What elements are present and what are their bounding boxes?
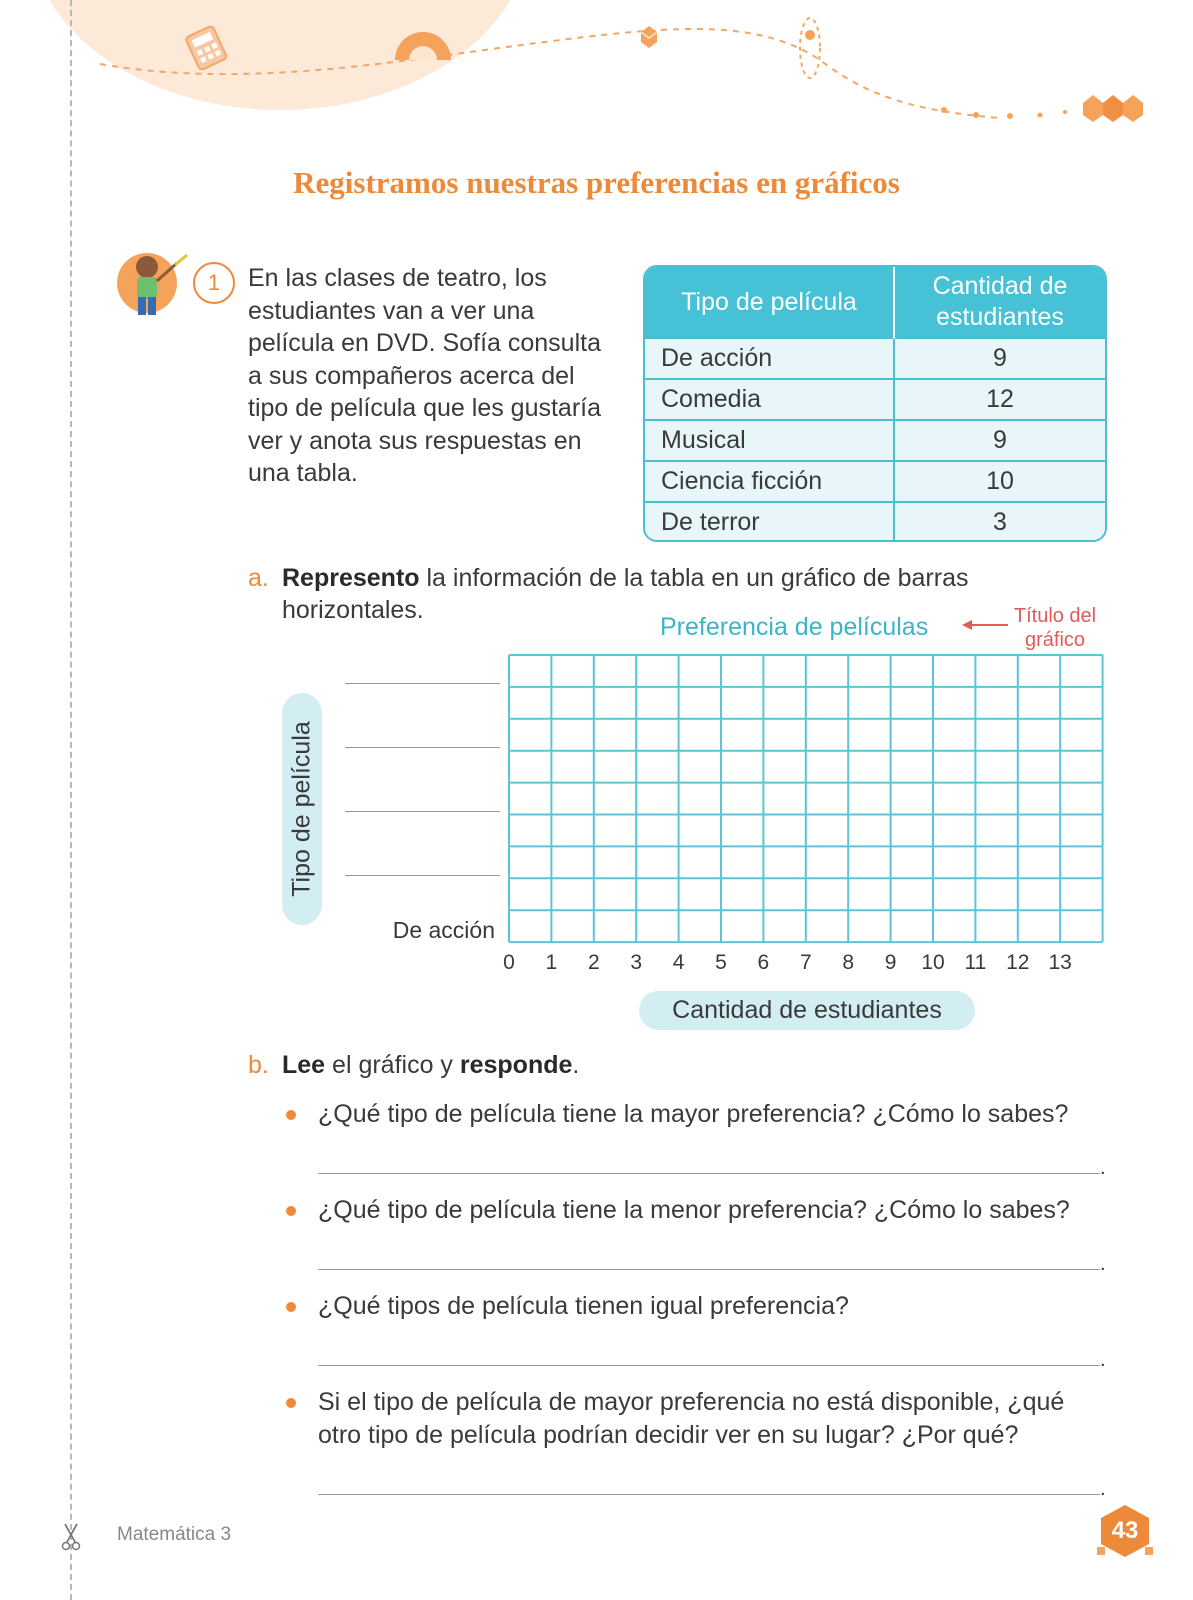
header-student-count: Cantidad de estudiantes bbox=[894, 267, 1105, 338]
line-end-dot: . bbox=[1100, 1349, 1106, 1371]
cubes-icon bbox=[1083, 95, 1143, 122]
line-end-dot: . bbox=[1100, 1157, 1106, 1179]
category-blank[interactable] bbox=[345, 683, 500, 684]
cell-type: Comedia bbox=[645, 379, 894, 420]
answer-line-2[interactable] bbox=[318, 1269, 1100, 1270]
bullet bbox=[286, 1398, 296, 1408]
cube-icon bbox=[641, 26, 657, 48]
header-movie-type: Tipo de película bbox=[645, 267, 894, 338]
x-tick-label: 8 bbox=[842, 951, 855, 974]
x-tick-label: 4 bbox=[672, 951, 685, 974]
book-title: Matemática 3 bbox=[117, 1524, 232, 1545]
scissors-icon bbox=[60, 1522, 82, 1552]
x-tick-label: 9 bbox=[884, 951, 897, 974]
cell-type: Musical bbox=[645, 420, 894, 461]
part-a-text: la información de la tabla en un gráfico de barras horizontales. bbox=[282, 564, 969, 624]
x-tick-label: 7 bbox=[799, 951, 812, 974]
table-row bbox=[645, 461, 1105, 502]
x-tick-label: 2 bbox=[587, 951, 600, 974]
line-end-dot: . bbox=[1100, 1478, 1106, 1500]
cell-count: 9 bbox=[894, 338, 1105, 379]
category-blank[interactable] bbox=[345, 747, 500, 748]
bar-chart-grid[interactable] bbox=[508, 654, 1108, 946]
part-b-mid: el gráfico y bbox=[325, 1051, 460, 1079]
table-header-row bbox=[645, 267, 1105, 338]
question-3: ¿Qué tipos de película tienen igual preferencia? bbox=[318, 1292, 849, 1320]
answer-line-1[interactable] bbox=[318, 1173, 1100, 1174]
x-axis-label: Cantidad de estudiantes bbox=[639, 991, 975, 1030]
category-blank[interactable] bbox=[345, 875, 500, 876]
question-1: ¿Qué tipo de película tiene la mayor preferencia? ¿Cómo lo sabes? bbox=[318, 1100, 1069, 1128]
cell-count: 10 bbox=[894, 461, 1105, 502]
part-a-letter: a. bbox=[248, 564, 269, 592]
x-tick-label: 5 bbox=[715, 951, 727, 974]
part-b-verb-read: Lee bbox=[282, 1051, 326, 1079]
bullet bbox=[286, 1110, 296, 1120]
x-tick-label: 11 bbox=[964, 951, 987, 974]
table-row bbox=[645, 420, 1105, 461]
cell-count: 3 bbox=[894, 502, 1105, 542]
arrow-left-icon bbox=[962, 618, 1008, 632]
answer-line-4[interactable] bbox=[318, 1494, 1100, 1495]
header-ornaments bbox=[0, 0, 1193, 140]
page-title: Registramos nuestras preferencias en gráficos bbox=[293, 165, 900, 200]
part-a-verb: Represento bbox=[282, 564, 420, 592]
cut-line bbox=[70, 0, 72, 1600]
x-tick-label: 3 bbox=[630, 951, 643, 974]
activity-number: 1 bbox=[193, 262, 235, 304]
part-b bbox=[248, 1049, 580, 1085]
part-b-end: . bbox=[572, 1051, 580, 1079]
cell-type: De acción bbox=[645, 338, 894, 379]
protractor-icon bbox=[395, 32, 451, 60]
question-2: ¿Qué tipo de película tiene la menor preferencia? ¿Cómo lo sabes? bbox=[318, 1196, 1070, 1224]
cell-count: 9 bbox=[894, 420, 1105, 461]
bullet bbox=[286, 1206, 296, 1216]
page-number: 43 bbox=[1111, 1517, 1139, 1544]
answer-line-3[interactable] bbox=[318, 1365, 1100, 1366]
chart-title-annotation: Título del gráfico bbox=[1013, 605, 1097, 651]
x-tick-label: 6 bbox=[757, 951, 770, 974]
student-avatar bbox=[113, 247, 191, 327]
table-row bbox=[645, 379, 1105, 420]
table-row bbox=[645, 338, 1105, 379]
x-tick-label: 13 bbox=[1048, 951, 1072, 974]
category-blank[interactable] bbox=[345, 811, 500, 812]
preferences-table bbox=[643, 265, 1107, 542]
cell-type: Ciencia ficción bbox=[645, 461, 894, 502]
cell-count: 12 bbox=[894, 379, 1105, 420]
category-label: De acción bbox=[392, 917, 495, 943]
part-b-verb-respond: responde bbox=[459, 1051, 573, 1079]
bullet bbox=[286, 1302, 296, 1312]
line-end-dot: . bbox=[1100, 1253, 1106, 1275]
x-tick-label: 0 bbox=[503, 951, 515, 974]
chart-title: Preferencia de películas bbox=[660, 613, 929, 641]
part-a bbox=[248, 562, 1008, 624]
activity-intro: En las clases de teatro, los estudiantes van a ver una película en DVD. Sofía consulta a sus compañeros acerca del tipo de película que les gustaría ver y anota sus respuestas en una tabla. bbox=[248, 264, 602, 487]
table-row bbox=[645, 502, 1105, 542]
cursor-icon bbox=[800, 18, 820, 78]
x-tick-label: 12 bbox=[1006, 951, 1030, 974]
question-4: Si el tipo de película de mayor preferencia no está disponible, ¿qué otro tipo de película podrían decidir ver en su lugar? ¿Por qué? bbox=[318, 1388, 1065, 1449]
part-b-letter: b. bbox=[248, 1051, 269, 1079]
calculator-icon bbox=[185, 25, 227, 70]
x-tick-label: 1 bbox=[545, 951, 558, 974]
cell-type: De terror bbox=[645, 502, 894, 542]
y-axis-label: Tipo de película bbox=[287, 721, 316, 897]
x-tick-label: 10 bbox=[921, 951, 945, 974]
